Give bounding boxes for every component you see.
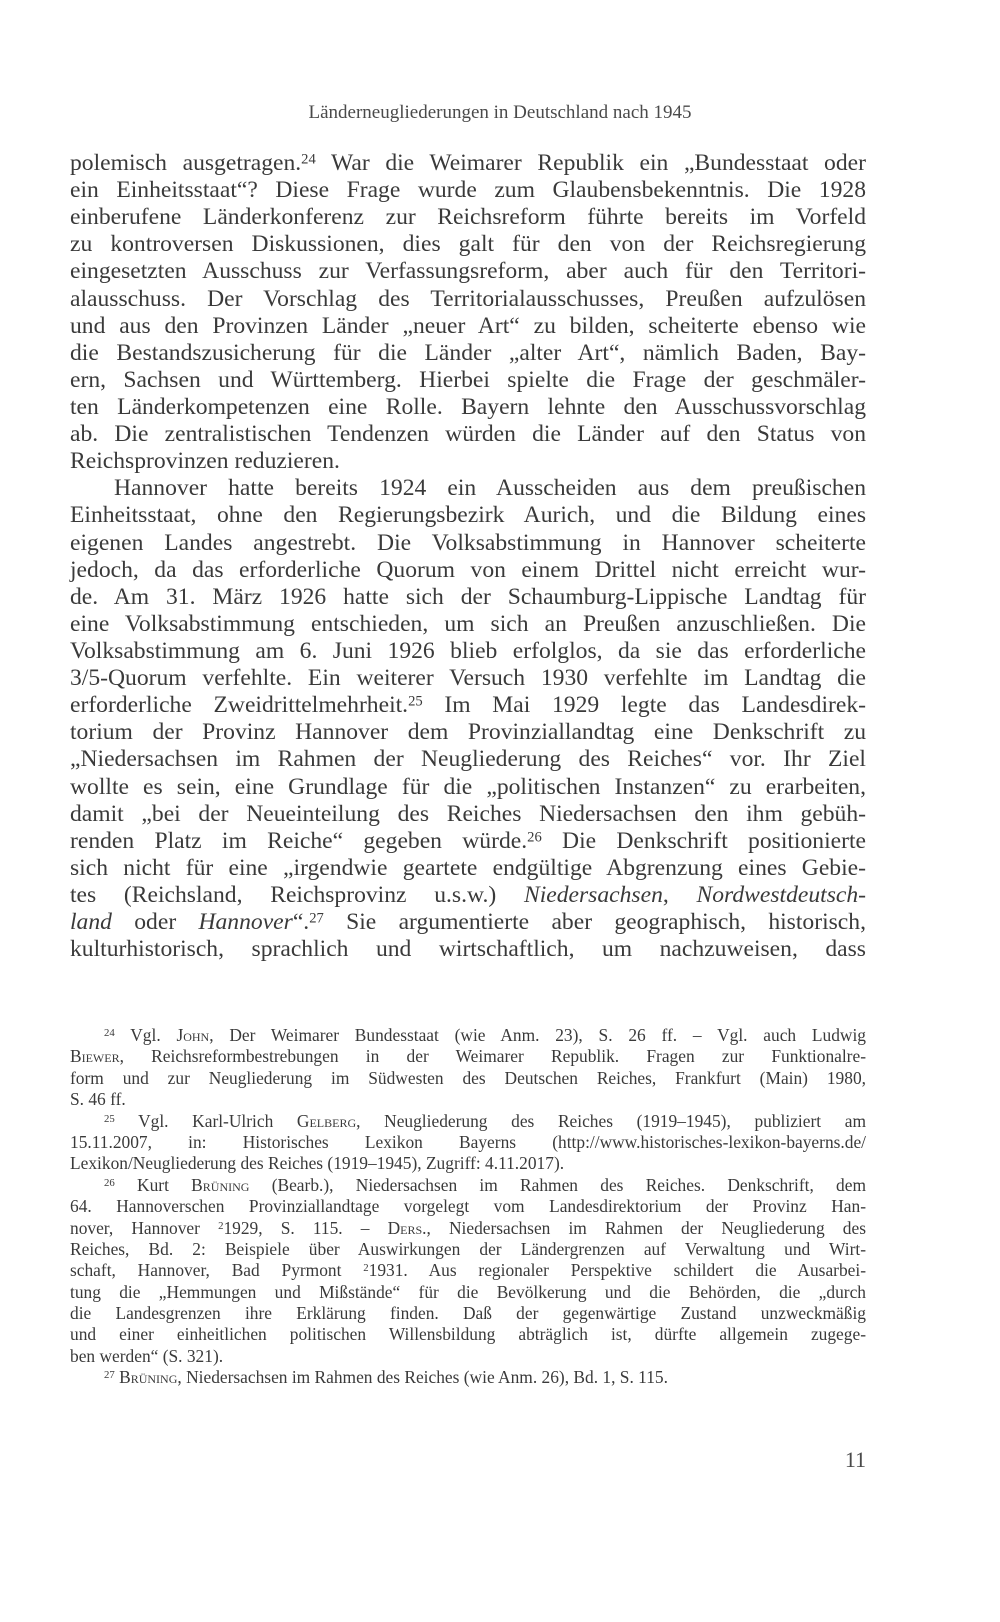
text-segment: (Bearb.), Niedersachsen im Rahmen des Reiches. Denkschrift, dem [249, 1174, 866, 1195]
text-segment: de. Am 31. März 1926 hatte sich der Schaumburg-Lippische Landtag für [70, 583, 866, 610]
footnote-marker: 24 [301, 151, 316, 168]
body-line [70, 936, 866, 963]
text-segment: War die Weimarer Republik ein „Bundesstaat oder [315, 150, 866, 176]
text-segment: wollte es sein, eine Grundlage für die „politischen Instanzen“ zu erarbeiten, [70, 773, 866, 800]
text-segment: Lexikon/Neugliederung des Reiches (1919–1945), Zugriff: 4.11.2017). [70, 1153, 565, 1174]
footnote-line [70, 1324, 866, 1345]
text-segment: 1929, S. 115. – [223, 1217, 388, 1238]
text-segment: nover, Hannover [70, 1217, 219, 1238]
body-line [70, 882, 866, 909]
body-line [70, 313, 866, 340]
body-line [70, 828, 866, 855]
text-segment: damit „bei der Neueinteilung des Reiches Niedersachsen den ihm gebüh- [70, 800, 866, 827]
text-segment: Volksabstimmung am 6. Juni 1926 blieb erfolglos, da sie das erforderliche [70, 637, 866, 664]
body-line [70, 855, 866, 882]
text-segment: S. 46 ff. [70, 1089, 126, 1110]
text-segment: ben werden“ (S. 321). [70, 1345, 224, 1366]
body-line [70, 204, 866, 231]
text-segment: eine Volksabstimmung entschieden, um sich an Preußen anzuschließen. Die [70, 610, 866, 637]
text-segment: Reiches, Bd. 2: Beispiele über Auswirkungen der Ländergrenzen auf Verwaltung und Wirt- [70, 1238, 866, 1259]
footnote-line [70, 1282, 866, 1303]
text-segment: form und zur Neugliederung im Südwesten des Deutschen Reiches, Frankfurt (Main) 1980, [70, 1067, 866, 1088]
author-name: Gelberg [296, 1110, 357, 1131]
text-segment: Im Mai 1929 legte das Landesdirek- [422, 692, 867, 719]
footnote-line [70, 1196, 866, 1217]
footnote-marker: 24 [104, 1027, 115, 1040]
footnote-line [70, 1068, 866, 1089]
body-line [70, 258, 866, 285]
body-line [70, 638, 866, 665]
body-line [70, 801, 866, 828]
footnote-line [70, 1260, 866, 1281]
text-segment: Vgl. [114, 1025, 177, 1045]
text-segment: eingesetzten Ausschuss zur Verfassungsreform, aber auch für den Territori- [70, 258, 866, 285]
body-line [70, 286, 866, 313]
text-segment: Sie argumentierte aber geographisch, historisch, [323, 909, 866, 936]
text-segment: Die Denkschrift positionierte [541, 827, 866, 854]
italic-text: Niedersachsen [523, 881, 663, 908]
text-segment: 64. Hannoverschen Provinziallandtage vorgelegt vom Landesdirektorium der Provinz Han- [70, 1196, 866, 1217]
body-line [70, 557, 866, 584]
text-segment: ., Niedersachsen im Rahmen der Neugliederung des [422, 1217, 866, 1238]
body-line [70, 665, 866, 692]
text-segment: Reichsprovinzen reduzieren. [70, 448, 340, 475]
body-line [70, 448, 866, 475]
page-number: 11 [844, 1447, 866, 1472]
text-segment: eigenen Landes angestrebt. Die Volksabstimmung in Hannover scheiterte [70, 529, 866, 556]
text-segment: ab. Die zentralistischen Tendenzen würden die Länder auf den Status von [70, 421, 866, 448]
text-segment: erforderliche Zweidrittelmehrheit. [70, 692, 409, 719]
text-segment: , Neugliederung des Reiches (1919–1945), publiziert am [356, 1110, 866, 1131]
text-segment: ten Länderkompetenzen eine Rolle. Bayern lehnte den Ausschussvorschlag [70, 393, 866, 420]
body-line [70, 584, 866, 611]
footnote-line [70, 1111, 866, 1132]
footnote-marker: 27 [104, 1369, 115, 1382]
footnote-line [70, 1025, 866, 1046]
footnote-line [70, 1239, 866, 1260]
author-name: Ders [387, 1217, 423, 1238]
footnote-marker: 27 [309, 910, 324, 927]
body-line [70, 150, 866, 177]
text-segment: schaft, Hannover, Bad Pyrmont [70, 1260, 364, 1281]
footnote-line [70, 1046, 866, 1067]
body-line [70, 530, 866, 557]
italic-text: land [70, 909, 112, 936]
text-segment: Kurt [114, 1174, 192, 1195]
author-name: John [176, 1025, 210, 1045]
text-segment: oder [111, 909, 199, 936]
text-segment: alausschuss. Der Vorschlag des Territorialausschusses, Preußen aufzulösen [70, 285, 866, 312]
footnote-marker: 2 [363, 1262, 369, 1275]
author-name: Brüning [191, 1174, 250, 1195]
footnote-line [70, 1089, 866, 1110]
body-line [70, 692, 866, 719]
footnote-marker: 2 [218, 1219, 224, 1232]
text-segment: torium der Provinz Hannover dem Provinziallandtag eine Denkschrift zu [70, 719, 866, 746]
body-line [70, 177, 866, 204]
text-segment: polemisch ausgetragen. [70, 150, 302, 176]
italic-text: Hannover [198, 909, 293, 936]
body-line [70, 475, 866, 502]
italic-text: Nordwestdeutsch- [696, 881, 867, 908]
footnote-line [70, 1175, 866, 1196]
text-segment: die Landesgrenzen ihre Erklärung finden. Daß der gegenwärtige Zustand unzweckmäßig [70, 1303, 866, 1324]
body-line [70, 746, 866, 773]
text-segment: sich nicht für eine „irgendwie geartete endgültige Abgrenzung eines Gebie- [70, 854, 866, 881]
text-segment: 1931. Aus regionaler Perspektive schildert die Ausarbei- [368, 1260, 867, 1281]
running-header: Länderneugliederungen in Deutschland nach 1945 [308, 102, 692, 123]
text-segment: , Der Weimarer Bundesstaat (wie Anm. 23), S. 26 ff. – Vgl. auch Ludwig [209, 1025, 866, 1045]
footnote-marker: 25 [104, 1112, 115, 1125]
text-segment: einberufene Länderkonferenz zur Reichsreform führte bereits im Vorfeld [70, 204, 866, 231]
footnotes [70, 1025, 866, 1389]
text-segment: Einheitsstaat, ohne den Regierungsbezirk Aurich, und die Bildung eines [70, 502, 866, 529]
footnote-line [70, 1346, 866, 1367]
text-segment: und einer einheitlichen politischen Willensbildung abträglich ist, dürfte allgemein zugege- [70, 1324, 866, 1345]
text-segment: die Bestandszusicherung für die Länder „alter Art“, nämlich Baden, Bay- [70, 339, 866, 366]
body-line [70, 909, 866, 936]
main-text [70, 150, 866, 963]
body-line [70, 367, 866, 394]
footnote-line [70, 1367, 866, 1388]
text-segment: jedoch, da das erforderliche Quorum von einem Drittel nicht erreicht wur- [70, 556, 866, 583]
text-segment: 15.11.2007, in: Historisches Lexikon Bayerns (http://www.historisches-lexikon-bayerns.de/ [70, 1131, 866, 1152]
body-line [70, 774, 866, 801]
text-segment: , Reichsreformbestrebungen in der Weimarer Republik. Fragen zur Funktionalre- [119, 1046, 866, 1067]
author-name: Biewer [70, 1046, 120, 1067]
body-line [70, 340, 866, 367]
text-segment: renden Platz im Reiche“ gegeben würde. [70, 827, 528, 854]
text-segment: tes (Reichsland, Reichsprovinz u.s.w.) [70, 881, 524, 908]
text-segment: Hannover hatte bereits 1924 ein Ausscheiden aus dem preußischen [114, 475, 866, 502]
body-line [70, 611, 866, 638]
footnote-marker: 26 [104, 1176, 115, 1189]
text-segment: tung die „Hemmungen und Mißstände“ für die Bevölkerung und die Behörden, die „durch [70, 1281, 866, 1302]
footnote-line [70, 1153, 866, 1174]
footnote-marker: 26 [527, 829, 542, 846]
text-segment: 3/5-Quorum verfehlte. Ein weiterer Versuch 1930 verfehlte im Landtag die [70, 665, 866, 692]
text-segment: , [662, 881, 697, 908]
text-segment: Vgl. Karl-Ulrich [114, 1110, 297, 1131]
body-line [70, 394, 866, 421]
body-line [70, 231, 866, 258]
text-segment: ein Einheitsstaat“? Diese Frage wurde zum Glaubensbekenntnis. Die 1928 [70, 177, 866, 204]
footnote-line [70, 1218, 866, 1239]
text-segment: ern, Sachsen und Württemberg. Hierbei spielte die Frage der geschmäler- [70, 366, 866, 393]
text-segment: „Niedersachsen im Rahmen der Neugliederung des Reiches“ vor. Ihr Ziel [70, 746, 866, 773]
body-line [70, 502, 866, 529]
body-line [70, 421, 866, 448]
footnote-marker: 25 [408, 693, 423, 710]
text-segment: “. [292, 909, 310, 936]
text-segment: kulturhistorisch, sprachlich und wirtschaftlich, um nachzuweisen, dass [70, 936, 866, 963]
body-line [70, 719, 866, 746]
text-segment: , Niedersachsen im Rahmen des Reiches (wie Anm. 26), Bd. 1, S. 115. [177, 1367, 668, 1388]
text-segment: zu kontroversen Diskussionen, dies galt für den von der Reichsregierung [70, 231, 866, 258]
text-segment: und aus den Provinzen Länder „neuer Art“ zu bilden, scheiterte ebenso wie [70, 312, 866, 339]
author-name: Brüning [119, 1367, 178, 1388]
footnote-line [70, 1132, 866, 1153]
footnote-line [70, 1303, 866, 1324]
